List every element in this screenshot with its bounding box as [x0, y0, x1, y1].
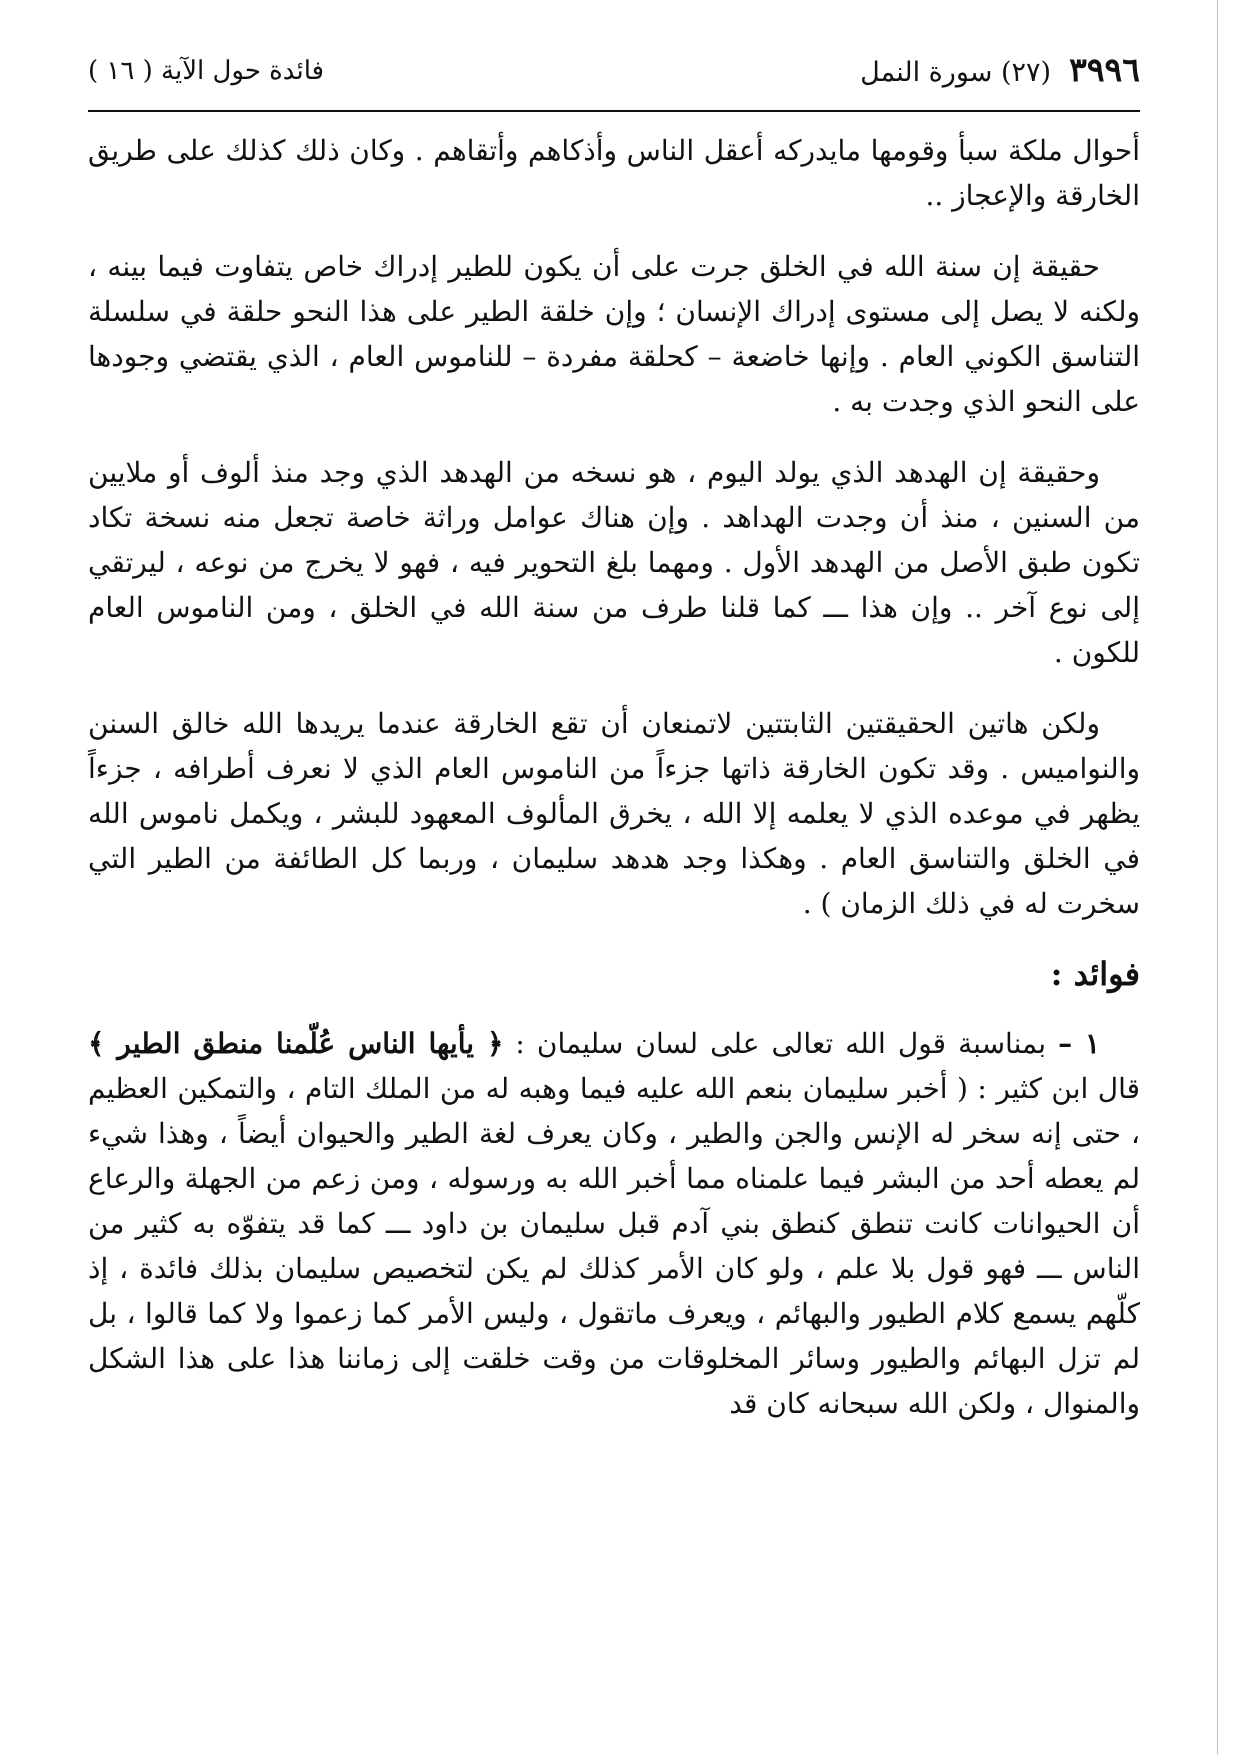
paragraph-1: أحوال ملكة سبأ وقومها مايدركه أعقل الناس وأذكاهم وأتقاهم . وكان ذلك كذلك على طريق الخارقة والإعجاز ..: [88, 134, 1140, 212]
page-header: [88, 40, 1140, 112]
page-edge-line: [1217, 0, 1218, 1754]
page-number: ٣٩٩٦: [1069, 50, 1140, 89]
paragraph-2: حقيقة إن سنة الله في الخلق جرت على أن يكون للطير إدراك خاص يتفاوت فيما بينه ، ولكنه لا يصل إلى مستوى إدراك الإنسان ؛ وإن خلقة الطير على هذا النحو حلقة في سلسلة التناسق الكوني العام . وإنها خاضعة – كحلقة مفردة – للناموس العام ، الذي يقتضي وجودها على النحو الذي وجدت به .: [88, 250, 1140, 418]
section-heading: فائدة حول الآية ( ١٦ ): [88, 56, 325, 86]
fawaid-item-1: [88, 1021, 1140, 1426]
fawaid-item-number: ١ –: [1058, 1027, 1101, 1060]
paragraph-3: وحقيقة إن الهدهد الذي يولد اليوم ، هو نسخه من الهدهد الذي وجد منذ ألوف أو ملايين من السنين ، منذ أن وجدت الهداهد . وإن هناك عوامل وراثة خاصة تجعل منه نسخة تكاد تكون طبق الأصل من الهدهد الأول . ومهما بلغ التحوير فيه ، فهو لا يخرج من نوعه ، ليرتقي إلى نوع آخر .. وإن هذا ـــ كما قلنا طرف من سنة الله في الخلق ، ومن الناموس العام للكون .: [88, 456, 1140, 669]
quran-verse: ﴿ يأيها الناس عُلّمنا منطق الطير ﴾: [88, 1027, 504, 1060]
fawaid-intro: بمناسبة قول الله تعالى على لسان سليمان :: [515, 1027, 1046, 1060]
paragraph-4: ولكن هاتين الحقيقتين الثابتتين لاتمنعان أن تقع الخارقة عندما يريدها الله خالق السنن والنواميس . وقد تكون الخارقة ذاتها جزءاً من الناموس العام الذي لا نعرف أطرافه ، جزءاً يظهر في موعده الذي لا يعلمه إلا الله ، يخرق المألوف المعهود للبشر ، ويكمل ناموس الله في الخلق والتناسق العام . وهكذا وجد هدهد سليمان ، وربما كل الطائفة من الطير التي سخرت له في ذلك الزمان ) .: [88, 707, 1140, 920]
fawaid-body: قال ابن كثير : ( أخبر سليمان بنعم الله عليه فيما وهبه له من الملك التام ، والتمكين العظيم ، حتى إنه سخر له الإنس والجن والطير ، وكان يعرف لغة الطير والحيوان أيضاً ، وهذا شيء لم يعطه أحد من البشر فيما علمناه مما أخبر الله به ورسوله ، ومن زعم من الجهلة والرعاع أن الحيوانات كانت تنطق كنطق بني آدم قبل سليمان بن داود ـــ كما قد يتفوّه به كثير من الناس ـــ فهو قول بلا علم ، ولو كان الأمر كذلك لم يكن لتخصيص سليمان بذلك فائدة ، إذ كلّهم يسمع كلام الطيور والبهائم ، ويعرف ماتقول ، وليس الأمر كما زعموا ولا كما قالوا ، بل لم تزل البهائم والطيور وسائر المخلوقات من وقت خلقت إلى زماننا هذا على هذا الشكل والمنوال ، ولكن الله سبحانه كان قد: [88, 1072, 1140, 1420]
fawaid-title: فوائد :: [1050, 955, 1140, 993]
header-right: [860, 50, 1140, 89]
surah-title: (٢٧) سورة النمل: [860, 57, 1052, 88]
page-body: [88, 128, 1140, 1452]
